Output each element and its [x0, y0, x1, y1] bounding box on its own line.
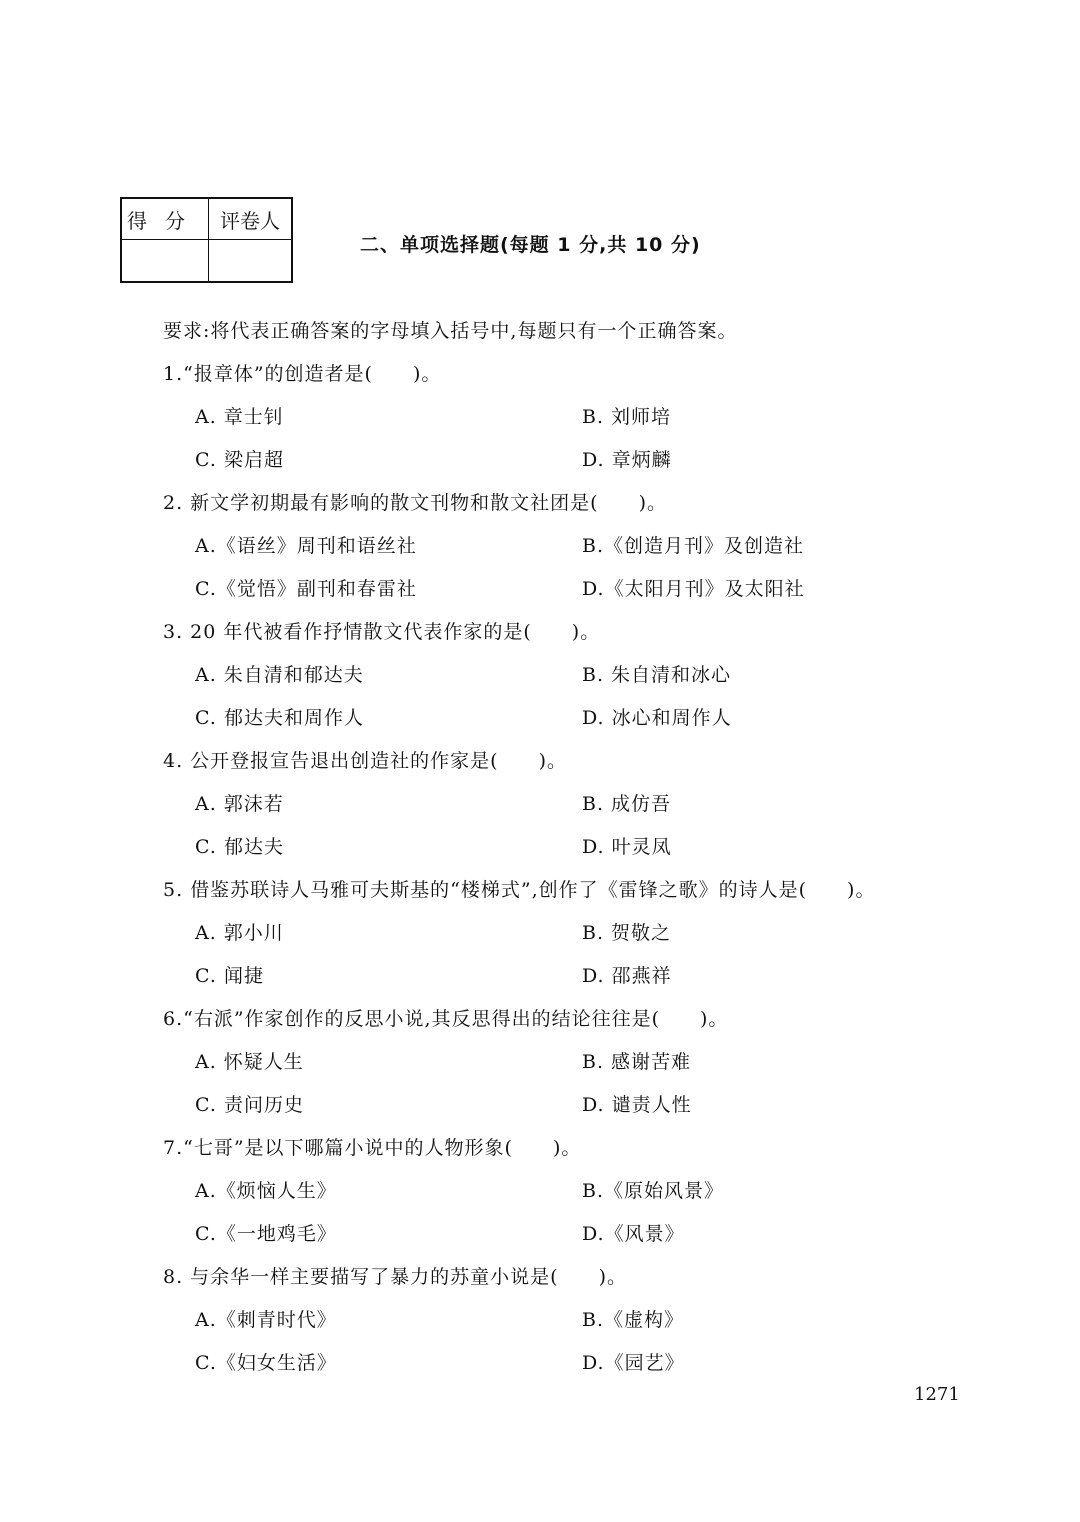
option-a: A. 郭小川	[195, 922, 284, 944]
option-d: D. 冰心和周作人	[582, 707, 732, 729]
option-a: A.《烦恼人生》	[195, 1180, 337, 1202]
question-stem: 6.“右派”作家创作的反思小说,其反思得出的结论往往是( )。	[163, 1008, 729, 1030]
requirement-text: 要求:将代表正确答案的字母填入括号中,每题只有一个正确答案。	[163, 320, 738, 342]
option-b: B. 感谢苦难	[582, 1051, 692, 1073]
option-d: D.《风景》	[582, 1223, 685, 1245]
option-a: A. 怀疑人生	[195, 1051, 304, 1073]
option-a: A.《语丝》周刊和语丝社	[195, 535, 417, 557]
option-a: A. 郭沫若	[195, 793, 284, 815]
option-b: B. 朱自清和冰心	[582, 664, 732, 686]
question-stem: 2. 新文学初期最有影响的散文刊物和散文社团是( )。	[163, 492, 667, 514]
grader-label: 评卷人	[209, 198, 293, 240]
score-label: 得分	[121, 198, 209, 240]
option-a: A. 章士钊	[195, 406, 284, 428]
question-stem: 3. 20 年代被看作抒情散文代表作家的是( )。	[163, 621, 601, 643]
option-a: A. 朱自清和郁达夫	[195, 664, 364, 686]
score-table	[120, 197, 293, 283]
option-d: D. 谴责人性	[582, 1094, 692, 1116]
question-stem: 1.“报章体”的创造者是( )。	[163, 363, 442, 385]
option-d: D.《太阳月刊》及太阳社	[582, 578, 805, 600]
option-c: C. 郁达夫和周作人	[195, 707, 364, 729]
section-title: 二、单项选择题(每题 1 分,共 10 分)	[360, 234, 701, 256]
option-b: B.《虚构》	[582, 1309, 685, 1331]
question-stem: 8. 与余华一样主要描写了暴力的苏童小说是( )。	[163, 1266, 627, 1288]
grader-cell[interactable]	[209, 240, 293, 283]
option-d: D. 章炳麟	[582, 449, 672, 471]
option-b: B. 贺敬之	[582, 922, 672, 944]
option-d: D. 叶灵凤	[582, 836, 672, 858]
option-d: D.《园艺》	[582, 1352, 685, 1374]
question-stem: 4. 公开登报宣告退出创造社的作家是( )。	[163, 750, 567, 772]
option-c: C. 郁达夫	[195, 836, 284, 858]
option-b: B. 刘师培	[582, 406, 672, 428]
option-c: C. 闻捷	[195, 965, 264, 987]
option-d: D. 邵燕祥	[582, 965, 672, 987]
page-number: 1271	[914, 1384, 960, 1405]
question-stem: 5. 借鉴苏联诗人马雅可夫斯基的“楼梯式”,创作了《雷锋之歌》的诗人是( )。	[163, 879, 876, 901]
option-c: C. 梁启超	[195, 449, 284, 471]
option-b: B. 成仿吾	[582, 793, 672, 815]
option-c: C.《一地鸡毛》	[195, 1223, 337, 1245]
question-stem: 7.“七哥”是以下哪篇小说中的人物形象( )。	[163, 1137, 582, 1159]
score-cell[interactable]	[121, 240, 209, 283]
option-a: A.《刺青时代》	[195, 1309, 337, 1331]
option-b: B.《创造月刊》及创造社	[582, 535, 805, 557]
option-c: C.《觉悟》副刊和春雷社	[195, 578, 417, 600]
option-c: C. 责问历史	[195, 1094, 304, 1116]
option-b: B.《原始风景》	[582, 1180, 725, 1202]
option-c: C.《妇女生活》	[195, 1352, 337, 1374]
